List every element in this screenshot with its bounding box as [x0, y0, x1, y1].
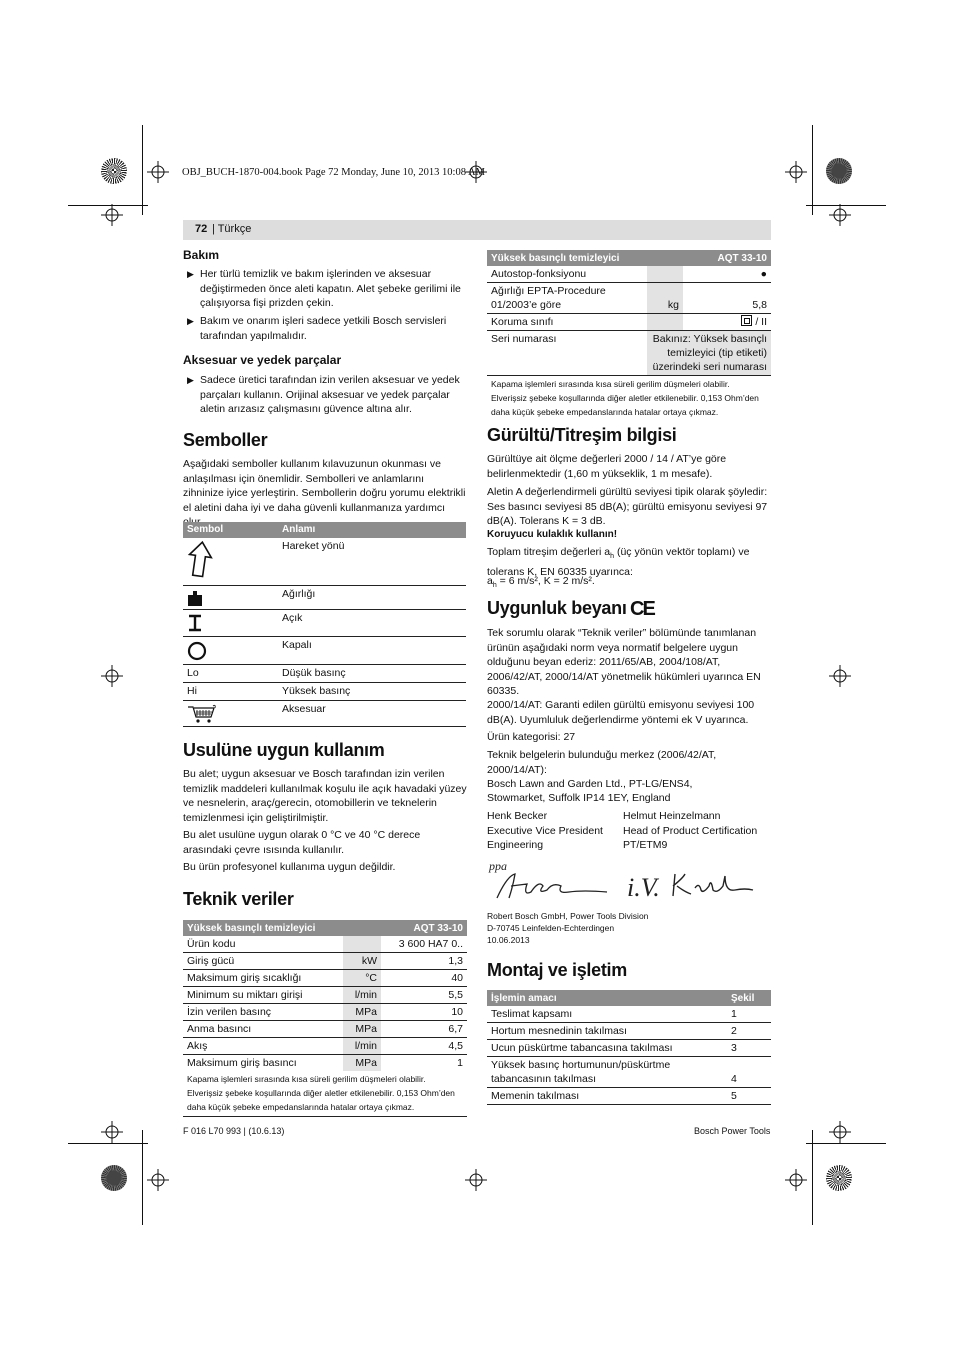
page-number: 72 — [195, 223, 208, 235]
aksesuar-title: Aksesuar ve yedek parçalar — [183, 353, 342, 367]
tech-row: Seri numarası Bakınız: Yüksek basınçlı temizleyici (tip etiketi) üzerindeki seri numarası — [487, 331, 771, 376]
tech-row: Koruma sınıfı / II — [487, 314, 771, 331]
footer-left: F 016 L70 993 | (10.6.13) — [183, 1126, 285, 1136]
registration-rosette — [101, 1165, 127, 1191]
weight-icon — [187, 590, 203, 609]
usulune-p3: Bu ürün profesyonel kullanıma uygun değildir. — [183, 861, 396, 873]
tech-table-header: Yüksek basınçlı temizleyici AQT 33-10 — [487, 250, 771, 266]
registration-rosette — [101, 158, 127, 184]
assembly-row: Hortum mesnedinin takılması 2 — [487, 1023, 771, 1040]
symbol-row: Hi Yüksek basınç — [183, 683, 466, 701]
tech-row: Minimum su miktarı girişi l/min 5,5 — [183, 987, 467, 1004]
bakim-title: Bakım — [183, 248, 220, 262]
montaj-title: Montaj ve işletim — [487, 960, 627, 980]
usulune-p1: Bu alet; uygun aksesuar ve Bosch tarafından izin verilen temizlik maddeleri kullanılmak koşulu ile açık havadaki yüzey ve nesnelerin, araç/gerecin, otomobillerin ve teknelerin temizlenmesi için geliştirilmiştir. — [183, 768, 467, 824]
svg-text:ppa: ppa — [489, 859, 507, 873]
gurultu-p4: Toplam titreşim değerleri $a_h$ (üç yönün vektör toplamı) ve tolerans K, EN 60335 uyarınca: — [487, 546, 750, 578]
semboller-intro: Aşağıdaki semboller kullanım kılavuzunun okunması ve anlaşılması için önemlidir. Sembolleri ve anlamlarını zihninize iyice yerleştirin. Sembollerin doğru yorumu elektrikli el aletini daha iyi ve daha güvenli kullanmanıza yardımcı — [183, 458, 466, 514]
power-on-icon — [187, 614, 203, 635]
semboller-title: Semboller — [183, 430, 268, 450]
assembly-row: Yüksek basınç hortumunun/püskürtme tabancasının takılması 4 — [487, 1057, 771, 1088]
uygunluk-p1: Tek sorumlu olarak “Teknik veriler” bölümünde tanımlanan ürünün aşağıdaki norm veya normatif belgelere uygun olduğunu beyan ederiz: 2011/65/AB, 2004/108/AT, 2006/42/AT, 2000/14/AT yönetmelik hükümleri uyarınca EN 60335. — [487, 627, 761, 697]
gurultu-warning: Koruyucu kulaklık kullanın! — [487, 529, 618, 540]
uygunluk-title: Uygunluk beyanı — [487, 598, 627, 618]
tech-row: Autostop-fonksiyonu ● — [487, 266, 771, 283]
assembly-row: Teslimat kapsamı 1 — [487, 1006, 771, 1023]
assembly-table-header: İşlemin amacı Şekil — [487, 990, 771, 1006]
symbol-row: Kapalı — [183, 637, 466, 665]
tech-note-row: Kapama işlemleri sırasında kısa süreli gerilim düşmeleri olabilir. Elverişsiz şebeke koşullarında diğer aletler etkilenebilir. 0,153 Ohm’den daha küçük şebeke empedanslarında hatalar ortaya çıkmaz. — [491, 379, 759, 417]
uygunluk-p4: Teknik belgelerin bulunduğu merkez (2006/42/AT, 2000/14/AT): — [487, 749, 717, 776]
tech-row: Maksimum giriş basıncı MPa 1 — [183, 1055, 467, 1072]
gurultu-title: Gürültü/Titreşim bilgisi — [487, 425, 677, 445]
signatures — [487, 856, 767, 906]
gurultu-p1: Gürültüye ait ölçme değerleri 2000 / 14 / AT’ye göre belirlenmektedir (1,60 m yükseklik, 1 m mesafe). — [487, 453, 727, 480]
gurultu-p2: Aletin A değerlendirmeli gürültü seviyesi tipik olarak şöyledir: Ses basıncı seviyesi 85 dB(A); gürültü emisyonu seviyesi 97 dB(A). Tolerans K = 3 dB. — [487, 486, 768, 527]
symbols-table — [183, 522, 466, 727]
page-language: | Türkçe — [212, 223, 252, 235]
uygunluk-p5a: Bosch Lawn and Garden Ltd., PT-LG/ENS4, — [487, 778, 693, 790]
protection-class-icon — [741, 315, 752, 326]
symbol-row: Ağırlığı — [183, 586, 466, 610]
tech-row: İzin verilen basınç MPa 10 — [183, 1004, 467, 1021]
cart-icon — [187, 704, 217, 727]
signatory-right: Helmut Heinzelmann Head of Product Certification PT/ETM9 — [623, 810, 758, 851]
symbol-row: Açık — [183, 610, 466, 637]
tech-note-row: Kapama işlemleri sırasında kısa süreli gerilim düşmeleri olabilir. Elverişsiz şebeke koşullarında diğer aletler etkilenebilir. 0,153 Ohm’den daha küçük şebeke empedanslarında hatalar ortaya çıkmaz. — [183, 1071, 467, 1117]
tech-row: Ağırlığı EPTA-Procedure 01/2003’e göre kg 5,8 — [487, 283, 771, 314]
footer-right: Bosch Power Tools — [694, 1126, 771, 1136]
tech-row: Maksimum giriş sıcaklığı °C 40 — [183, 970, 467, 987]
ce-mark-icon: CE — [630, 598, 654, 620]
symbol-row: Aksesuar — [183, 701, 466, 727]
signatory-left: Henk Becker Executive Vice President Engineering — [487, 810, 603, 851]
tech-data-table-continued — [487, 250, 771, 420]
uygunluk-p3: Ürün kategorisi: 27 — [487, 731, 576, 743]
assembly-table — [487, 990, 771, 1105]
symbol-row: Lo Düşük basınç — [183, 665, 466, 683]
company-block: Robert Bosch GmbH, Power Tools Division D-70745 Leinfelden-Echterdingen 10.06.2013 — [487, 911, 649, 945]
gurultu-p5: $a_h = 6$ m/s², K = 2 m/s². — [487, 575, 595, 590]
uygunluk-p5b: Stowmarket, Suffolk IP14 1EY, England — [487, 792, 671, 804]
registration-rosette — [826, 158, 852, 184]
usulune-p2: Bu alet usulüne uygun olarak 0 °C ve 40 °C derece arasındaki çevre ısısında kullanılır. — [183, 829, 421, 856]
symbol-row: Hareket yönü — [183, 538, 466, 586]
print-header: OBJ_BUCH-1870-004.book Page 72 Monday, June 10, 2013 10:08 AM — [182, 167, 485, 178]
assembly-row: Ucun püskürtme tabancasına takılması 3 — [487, 1040, 771, 1057]
symbols-table-header: Sembol Anlamı — [183, 522, 466, 538]
usulune-title: Usulüne uygun kullanım — [183, 740, 385, 760]
uygunluk-p2: 2000/14/AT: Garanti edilen gürültü emisyonu seviyesi 100 dB(A). Uyumluluk değerlendirme yöntemi ek V uyarınca. — [487, 699, 755, 726]
tech-row: Anma basıncı MPa 6,7 — [183, 1021, 467, 1038]
teknik-title: Teknik veriler — [183, 889, 294, 909]
tech-row: Ürün kodu 3 600 HA7 0.. — [183, 936, 467, 953]
tech-table-header: Yüksek basınçlı temizleyici AQT 33-10 — [183, 920, 467, 936]
tech-data-table — [183, 920, 467, 1117]
arrow-up-icon — [187, 540, 213, 581]
tech-row: Giriş gücü kW 1,3 — [183, 953, 467, 970]
power-off-icon — [187, 641, 207, 664]
assembly-row: Memenin takılması 5 — [487, 1088, 771, 1105]
registration-rosette — [826, 1165, 852, 1191]
page-header — [183, 220, 771, 240]
svg-text:i.V.: i.V. — [627, 873, 660, 902]
tech-row: Akış l/min 4,5 — [183, 1038, 467, 1055]
